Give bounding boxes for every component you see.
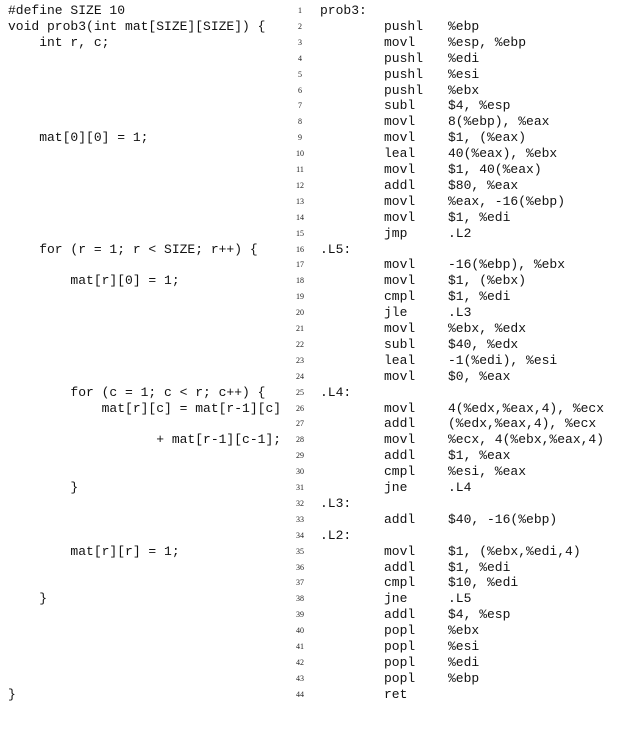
asm-line-number: 43 [296, 673, 304, 683]
asm-line [290, 480, 624, 496]
asm-line-number: 33 [296, 514, 304, 524]
asm-opcode: leal [384, 352, 416, 368]
c-code-line: for (c = 1; c < r; c++) { [8, 384, 266, 400]
asm-opcode: leal [384, 146, 416, 162]
asm-line-number: 1 [298, 6, 302, 15]
asm-line-number: 35 [296, 546, 304, 556]
asm-line [290, 146, 624, 162]
asm-operands: -16(%ebp), %ebx [448, 257, 566, 273]
asm-line [290, 607, 624, 623]
asm-label: .L5: [320, 241, 352, 257]
c-code-line: mat[r][r] = 1; [8, 543, 180, 559]
asm-line [290, 512, 624, 528]
asm-line [290, 464, 624, 480]
asm-operands: 40(%eax), %ebx [448, 146, 558, 162]
asm-line-number: 32 [296, 498, 304, 508]
asm-operands: .L5 [448, 591, 472, 607]
asm-line-number: 22 [296, 339, 304, 349]
asm-operands: $80, %eax [448, 177, 519, 193]
asm-opcode: popl [384, 623, 416, 639]
asm-line [290, 639, 624, 655]
asm-opcode: cmpl [384, 464, 416, 480]
asm-line-number: 21 [296, 324, 304, 333]
asm-line [290, 544, 624, 560]
asm-line [290, 575, 624, 591]
asm-opcode: movl [384, 432, 416, 448]
asm-operands: $40, -16(%ebp) [448, 511, 558, 527]
asm-line [290, 369, 624, 385]
asm-line-number: 20 [296, 308, 304, 318]
asm-opcode: cmpl [384, 575, 416, 591]
asm-line [290, 687, 624, 703]
c-code-line: mat[0][0] = 1; [8, 130, 149, 146]
asm-opcode: movl [384, 193, 416, 209]
asm-operands: %esi, %eax [448, 464, 527, 480]
asm-opcode: movl [384, 400, 416, 416]
asm-opcode: movl [384, 273, 416, 289]
asm-line-number: 15 [296, 228, 304, 238]
asm-opcode: movl [384, 321, 416, 336]
c-code-line: for (r = 1; r < SIZE; r++) { [8, 241, 258, 257]
asm-line-number: 24 [296, 371, 304, 381]
asm-line-number: 42 [296, 657, 304, 667]
asm-line-number: 8 [298, 117, 302, 127]
asm-line-number: 13 [296, 196, 304, 206]
asm-line [290, 83, 624, 99]
asm-line [290, 162, 624, 178]
asm-line-number: 39 [296, 610, 304, 620]
asm-line [290, 655, 624, 671]
asm-opcode: movl [384, 114, 416, 130]
asm-operands: $1, (%ebx) [448, 273, 527, 289]
asm-line [290, 242, 624, 258]
asm-line [290, 178, 624, 194]
asm-operands: $1, 40(%eax) [448, 162, 542, 177]
asm-opcode: movl [384, 130, 416, 146]
asm-line-number: 23 [296, 355, 304, 365]
asm-opcode: addl [384, 607, 416, 623]
asm-line-number: 36 [296, 562, 304, 572]
asm-line [290, 130, 624, 146]
asm-opcode: ret [384, 686, 408, 702]
asm-line [290, 591, 624, 607]
asm-label: .L4: [320, 384, 352, 400]
asm-operands: .L3 [448, 305, 472, 321]
asm-line-number: 31 [296, 483, 304, 492]
asm-line-number: 19 [296, 292, 304, 302]
asm-line [290, 416, 624, 432]
asm-line [290, 496, 624, 512]
asm-opcode: jle [384, 305, 408, 321]
asm-opcode: jne [384, 591, 408, 607]
asm-operands: %esp, %ebp [448, 34, 527, 50]
asm-line [290, 560, 624, 576]
asm-line [290, 98, 624, 114]
asm-opcode: pushl [384, 18, 424, 34]
asm-line-number: 38 [296, 594, 304, 604]
asm-line-number: 6 [298, 85, 302, 95]
asm-line-number: 18 [296, 276, 304, 286]
asm-line-number: 7 [298, 101, 302, 111]
asm-opcode: popl [384, 670, 416, 686]
asm-line-number: 11 [296, 165, 304, 174]
asm-opcode: pushl [384, 82, 424, 98]
asm-line [290, 19, 624, 35]
asm-opcode: movl [384, 543, 416, 559]
asm-opcode: pushl [384, 66, 424, 82]
asm-line-number: 9 [298, 133, 302, 143]
asm-opcode: jmp [384, 225, 408, 241]
asm-line-number: 34 [296, 530, 304, 540]
asm-line [290, 51, 624, 67]
asm-operands: %eax, -16(%ebp) [448, 193, 566, 209]
asm-operands: %ebx [448, 623, 480, 639]
asm-opcode: cmpl [384, 289, 416, 305]
asm-line-number: 37 [296, 578, 304, 588]
asm-line [290, 385, 624, 401]
asm-operands: .L2 [448, 225, 472, 241]
assembly-listing-panel [290, 0, 624, 731]
c-code-line: } [8, 480, 79, 495]
asm-line-number: 41 [296, 642, 304, 651]
asm-line-number: 25 [296, 387, 304, 397]
asm-line-number: 16 [296, 244, 304, 254]
asm-opcode: movl [384, 257, 416, 273]
c-code-line: mat[r][0] = 1; [8, 273, 180, 289]
asm-line-number: 40 [296, 626, 304, 636]
asm-line [290, 67, 624, 83]
asm-opcode: addl [384, 177, 416, 193]
asm-operands: $1, %eax [448, 448, 511, 464]
asm-operands: %ebp [448, 18, 480, 34]
asm-line [290, 401, 624, 417]
asm-operands: %ebp [448, 670, 480, 686]
asm-line-number: 5 [298, 69, 302, 79]
asm-opcode: addl [384, 416, 416, 432]
asm-line [290, 226, 624, 242]
asm-operands: -1(%edi), %esi [448, 352, 558, 368]
asm-label: .L2: [320, 527, 352, 543]
asm-operands: .L4 [448, 480, 472, 495]
asm-opcode: subl [384, 336, 416, 352]
asm-operands: $4, %esp [448, 98, 511, 114]
asm-line-number: 44 [296, 689, 304, 699]
asm-operands: %esi [448, 639, 480, 654]
asm-operands: $1, (%eax) [448, 130, 527, 146]
asm-opcode: popl [384, 654, 416, 670]
asm-line-number: 4 [298, 53, 302, 63]
asm-line [290, 305, 624, 321]
asm-operands: %ebx, %edx [448, 321, 527, 336]
c-code-line: mat[r][c] = mat[r-1][c] [8, 400, 282, 416]
asm-line-number: 27 [296, 419, 304, 429]
asm-line [290, 671, 624, 687]
asm-operands: %ebx [448, 82, 480, 98]
asm-line [290, 448, 624, 464]
asm-line-number: 29 [296, 451, 304, 461]
c-code-line: } [8, 686, 16, 702]
asm-line [290, 210, 624, 226]
asm-line [290, 114, 624, 130]
asm-opcode: movl [384, 368, 416, 384]
asm-line [290, 273, 624, 289]
asm-line [290, 528, 624, 544]
asm-line-number: 12 [296, 180, 304, 190]
asm-opcode: movl [384, 209, 416, 225]
asm-line [290, 3, 624, 19]
asm-line [290, 623, 624, 639]
asm-line-number: 10 [296, 149, 304, 159]
asm-operands: $0, %eax [448, 368, 511, 384]
asm-label: prob3: [320, 3, 367, 18]
asm-opcode: movl [384, 34, 416, 50]
c-code-line: } [8, 591, 48, 607]
asm-opcode: jne [384, 480, 408, 495]
asm-operands: 4(%edx,%eax,4), %ecx [448, 400, 605, 416]
asm-opcode: movl [384, 162, 416, 177]
asm-operands: %edi [448, 50, 480, 66]
asm-line [290, 353, 624, 369]
c-code-line: void prob3(int mat[SIZE][SIZE]) { [8, 18, 266, 34]
asm-line-number: 30 [296, 467, 304, 477]
asm-line-number: 28 [296, 435, 304, 445]
asm-opcode: subl [384, 98, 416, 114]
asm-operands: $1, %edi [448, 209, 511, 225]
asm-operands: $40, %edx [448, 336, 519, 352]
asm-operands: (%edx,%eax,4), %ecx [448, 416, 597, 432]
asm-line-number: 2 [298, 21, 302, 31]
asm-opcode: addl [384, 511, 416, 527]
asm-line [290, 289, 624, 305]
c-source-panel [0, 0, 300, 731]
asm-opcode: addl [384, 559, 416, 575]
asm-operands: %edi [448, 654, 480, 670]
asm-line [290, 35, 624, 51]
c-code-line: int r, c; [8, 34, 110, 50]
asm-operands: $1, (%ebx,%edi,4) [448, 543, 581, 559]
asm-line [290, 321, 624, 337]
asm-operands: 8(%ebp), %eax [448, 114, 550, 130]
asm-operands: $10, %edi [448, 575, 519, 591]
asm-operands: $1, %edi [448, 289, 511, 305]
asm-opcode: addl [384, 448, 416, 464]
asm-line-number: 14 [296, 212, 304, 222]
asm-line-number: 3 [298, 37, 302, 47]
asm-opcode: pushl [384, 50, 424, 66]
asm-label: .L3: [320, 495, 352, 511]
asm-line [290, 194, 624, 210]
asm-operands: $1, %edi [448, 559, 511, 575]
asm-operands: %esi [448, 66, 480, 82]
asm-line [290, 432, 624, 448]
c-code-line: #define SIZE 10 [8, 3, 126, 18]
asm-opcode: popl [384, 639, 416, 654]
asm-line-number: 17 [296, 260, 304, 270]
asm-line-number: 26 [296, 403, 304, 413]
asm-line [290, 257, 624, 273]
asm-operands: $4, %esp [448, 607, 511, 623]
c-code-line: + mat[r-1][c-1]; [8, 432, 282, 448]
asm-operands: %ecx, 4(%ebx,%eax,4) [448, 432, 605, 448]
asm-line [290, 337, 624, 353]
